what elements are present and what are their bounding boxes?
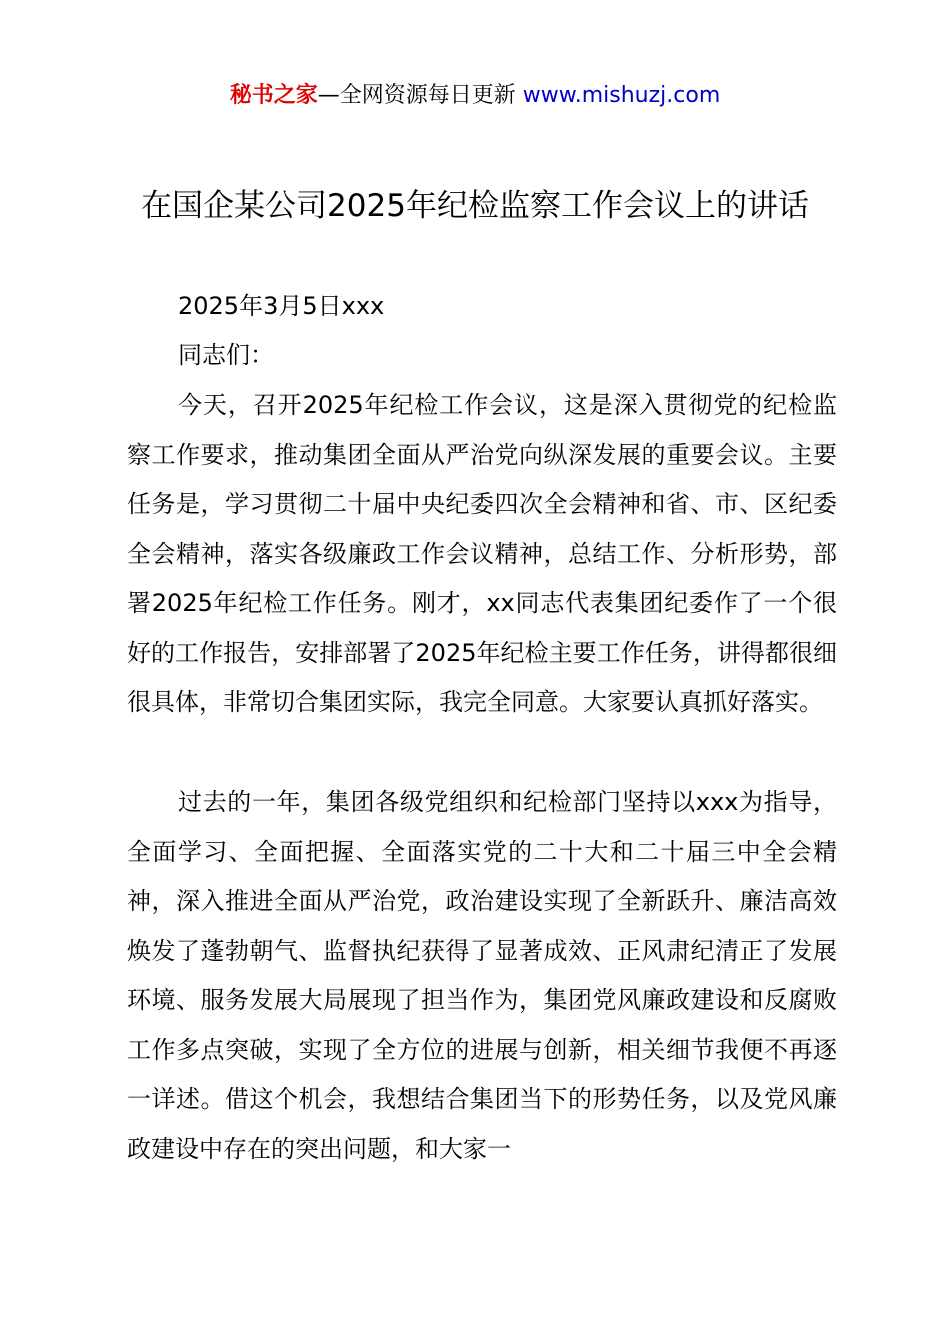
site-header [0,79,950,113]
date-line: 2025年3月5日xxx [178,292,385,320]
brand-name: 秘书之家 [229,83,318,108]
paragraph-2: 过去的一年，集团各级党组织和纪检部门坚持以xxx为指导，全面学习、全面把握、全面落实党的二十大和二十届三中全会精神，深入推进全面从严治党，政治建设实现了全新跃升、廉洁高效焕发了蓬勃朝气、监督执纪获得了显著成效、正风肃纪清正了发展环境、服务发展大局展现了担当作为，集团党风廉政建设和反腐败工作多点突破，实现了全方位的进展与创新，相关细节我便不再逐一详述。借这个机会，我想结合集团当下的形势任务，以及党风廉政建设中存在的突出问题，和大家一 [127,788,837,1163]
greeting: 同志们： [178,341,274,369]
paragraph-1: 今天，召开2025年纪检工作会议，这是深入贯彻党的纪检监察工作要求，推动集团全面从严治党向纵深发展的重要会议。主要任务是，学习贯彻二十届中央纪委四次全会精神和省、市、区纪委全会精神，落实各级廉政工作会议精神，总结工作、分析形势，部署2025年纪检工作任务。刚才，xx同志代表集团纪委作了一个很好的工作报告，安排部署了2025年纪检主要工作任务，讲得都很细很具体，非常切合集团实际，我完全同意。大家要认真抓好落实。 [127,391,837,716]
document-title: 在国企某公司2025年纪检监察工作会议上的讲话 [141,188,809,224]
site-link[interactable]: www.mishuzj.com [522,83,721,108]
header-tagline: —全网资源每日更新 [317,83,523,108]
